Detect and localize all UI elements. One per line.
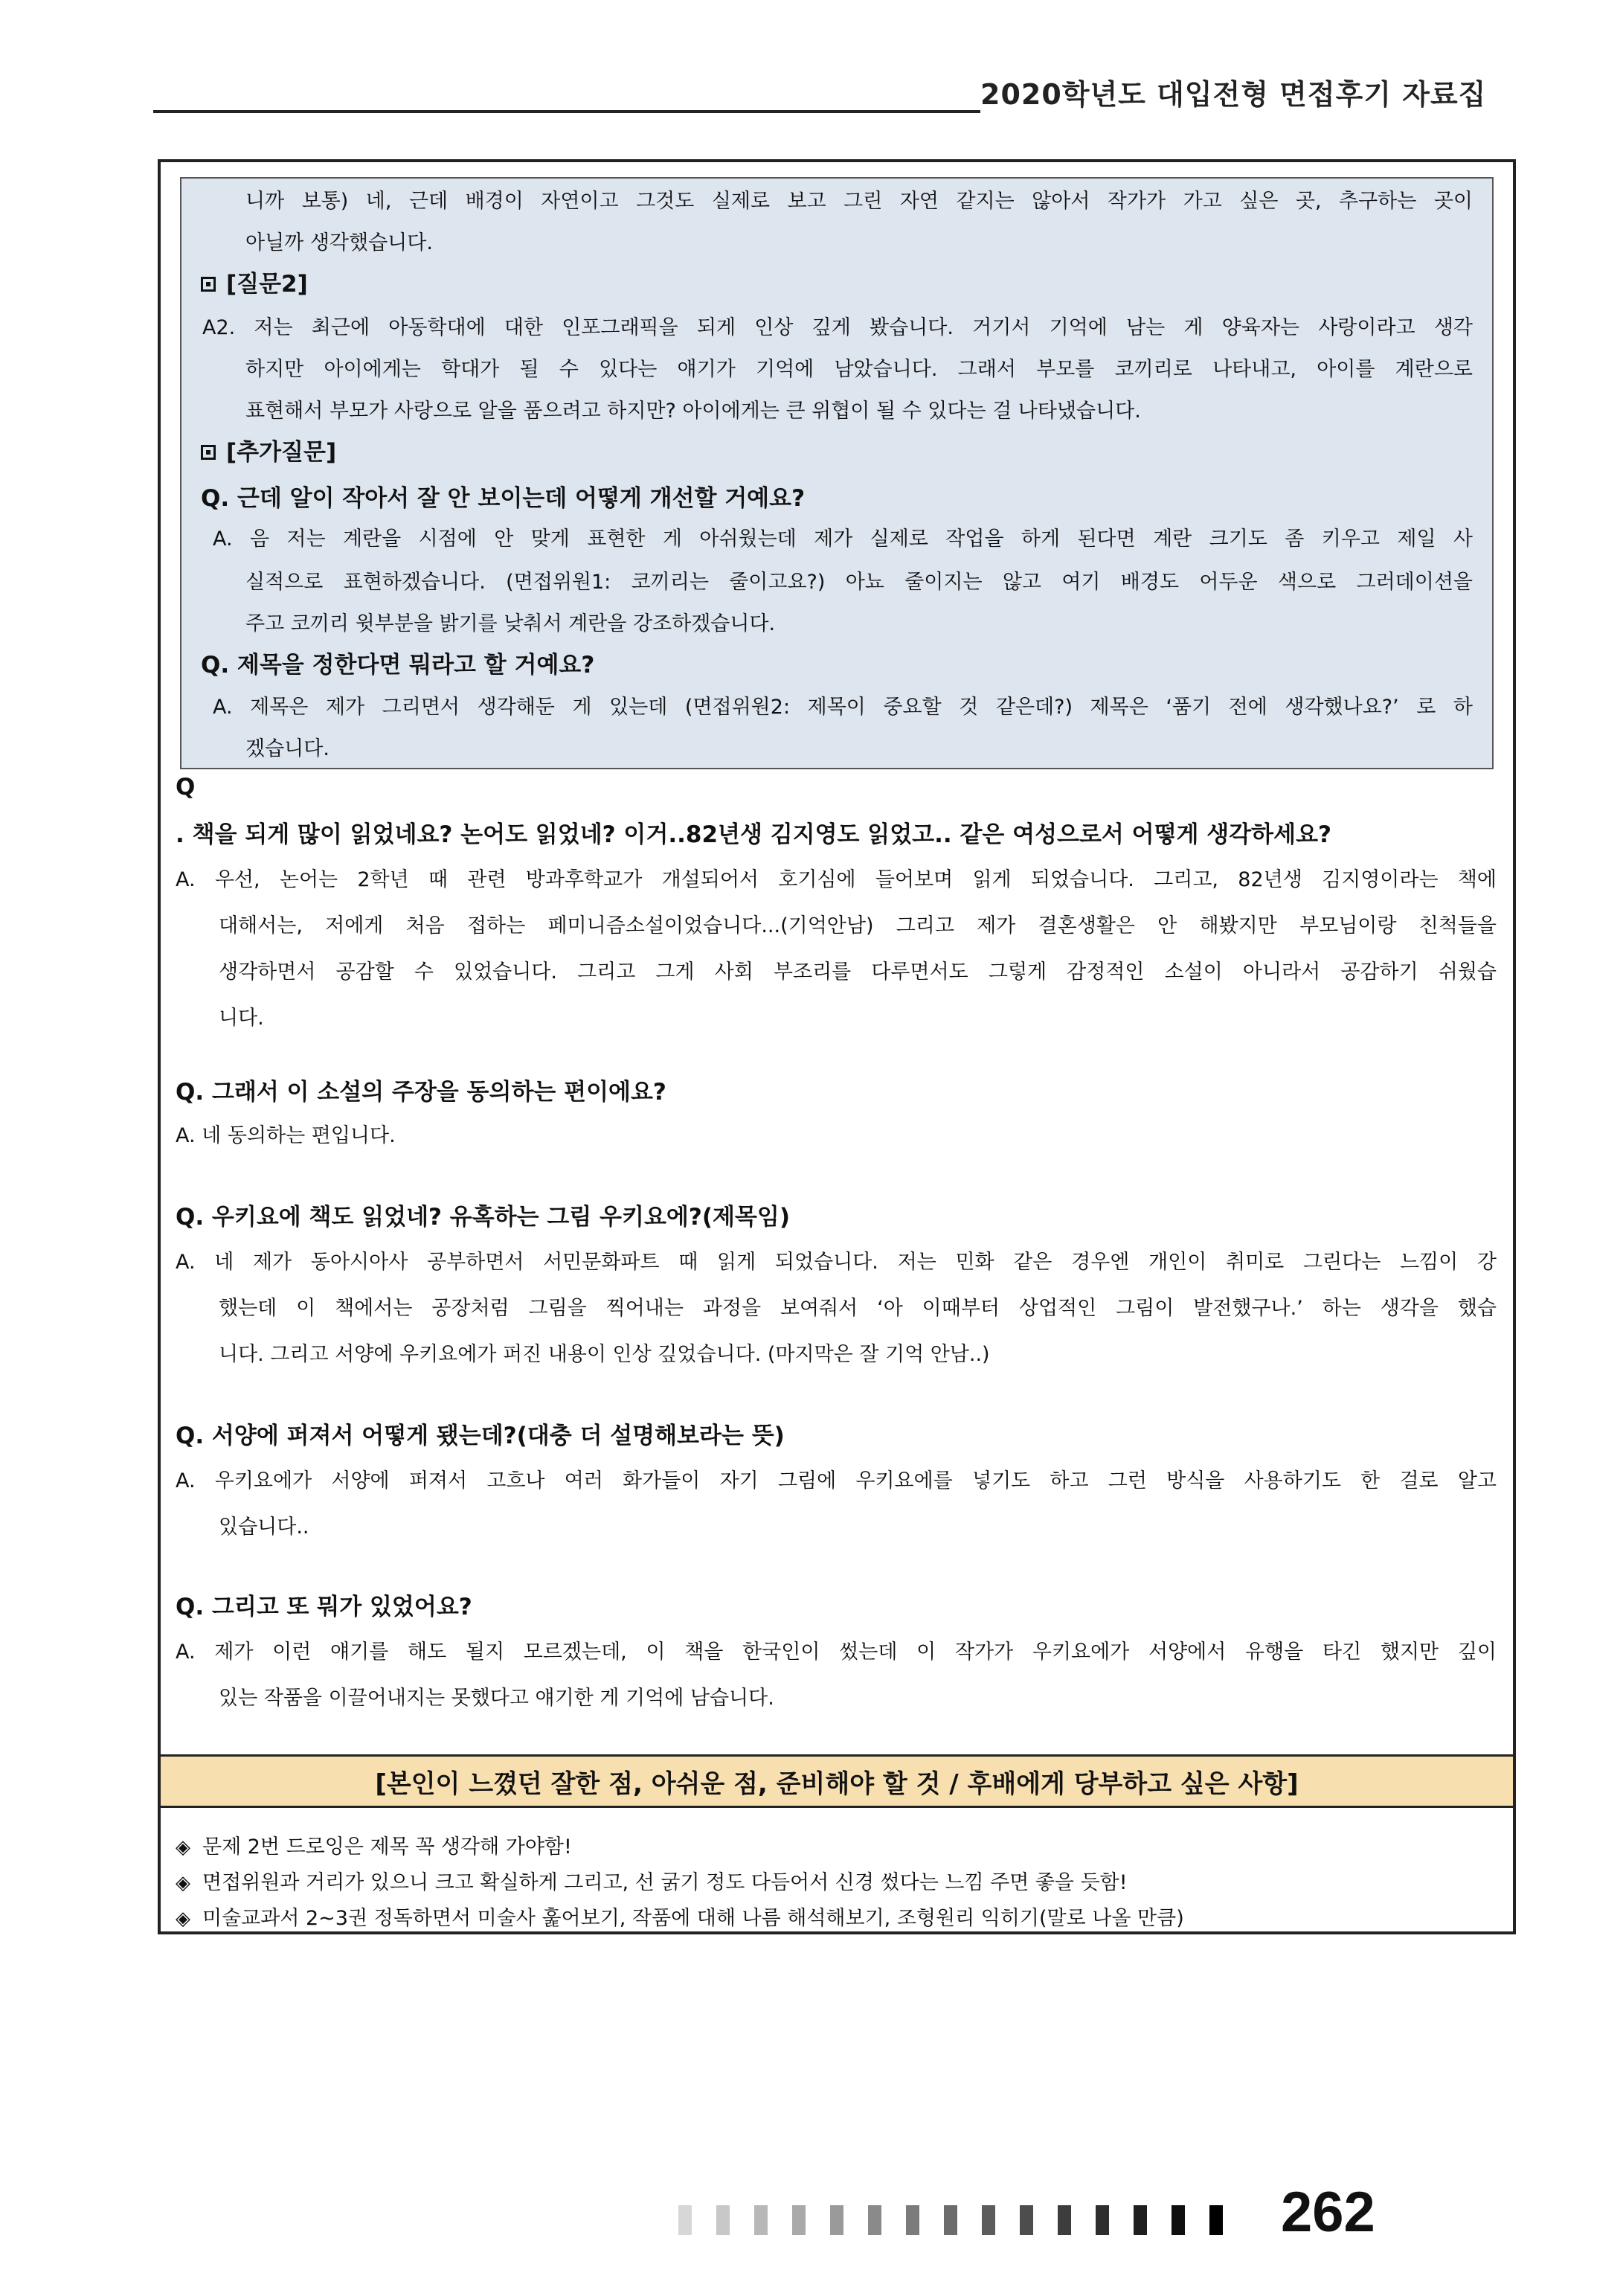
advice-item: ◈ 미술교과서 2~3권 정독하면서 미술사 훑어보기, 작품에 대해 나름 해석해보기, 조형원리 익히기(말로 나올 만큼) [176,1907,1184,1930]
footer-bar [678,2205,692,2235]
text-line: 니다. [219,1007,264,1030]
diamond-bullet-icon: ◈ [176,1908,190,1930]
footer-bar [1134,2205,1147,2235]
text-line: 주고 코끼리 윗부분을 밝기를 낮춰서 계란을 강조하겠습니다. [245,612,776,635]
square-bullet-icon [201,277,216,292]
advice-item: ◈ 문제 2번 드로잉은 제목 꼭 생각해 가야함! [176,1835,572,1859]
footer-bar [1058,2205,1071,2235]
footer-bar [982,2205,995,2235]
footer-bar [830,2205,843,2235]
text-line: A. 음 저는 계란을 시점에 안 맞게 표현한 게 아쉬웠는데 제가 실제로 작업을 하게 된다면 계란 크기도 좀 키우고 제일 사 [213,527,1473,551]
diamond-bullet-icon: ◈ [176,1872,190,1894]
footer-bar [716,2205,730,2235]
text-line: 대해서는, 저에게 처음 접하는 페미니즘소설이었습니다...(기억안남) 그리고 제가 결혼생활은 안 해봤지만 부모님이랑 친척들을 [219,914,1497,937]
footer-bar [944,2205,957,2235]
text-line: 니까 보통) 네, 근데 배경이 자연이고 그것도 실제로 보고 그린 자연 같지는 않아서 작가가 가고 싶은 곳, 추구하는 곳이 [245,190,1473,213]
text-line: 니다. 그리고 서양에 우키요에가 퍼진 내용이 인상 깊었습니다. (마지막은 잘 기억 안남..) [219,1343,990,1366]
text-line: A2. 저는 최근에 아동학대에 대한 인포그래픽을 되게 인상 깊게 봤습니다. 거기서 기억에 남는 게 양육자는 사랑이라고 생각 [202,316,1473,339]
question-heading: . 책을 되게 많이 읽었네요? 논어도 읽었네? 이거..82년생 김지영도 읽었고.. 같은 여성으로서 어떻게 생각하세요? [176,821,1331,848]
shaded-answer-box [180,177,1494,769]
diamond-bullet-icon: ◈ [176,1836,190,1859]
footer-bar [906,2205,919,2235]
page-header-title: 2020학년도 대입전형 면접후기 자료집 [980,78,1487,111]
question-heading: Q. 서양에 퍼져서 어떻게 됐는데?(대충 더 설명해보라는 뜻) [176,1423,785,1449]
question-heading: Q. 우키요에 책도 읽었네? 유혹하는 그림 우키요에?(제목임) [176,1204,790,1231]
footer-bar [792,2205,806,2235]
section-heading-extra: [추가질문] [201,433,336,466]
text-line: 있습니다.. [219,1516,309,1539]
text-line: 실적으로 표현하겠습니다. (면접위원1: 코끼리는 줄이고요?) 아뇨 줄이지는 않고 여기 배경도 어두운 색으로 그러데이션을 [245,571,1473,594]
question-heading: Q. 그래서 이 소설의 주장을 동의하는 편이에요? [176,1079,666,1106]
footer-bar [1209,2205,1223,2235]
text-line: 있는 작품을 이끌어내지는 못했다고 얘기한 게 기억에 남습니다. [219,1687,774,1710]
advice-section-title: [본인이 느꼈던 잘한 점, 아쉬운 점, 준비해야 할 것 / 후배에게 당부하고 싶은 사항] [161,1754,1513,1808]
question-heading: Q. 제목을 정한다면 뭐라고 할 거예요? [201,652,595,679]
text-line: 하지만 아이에게는 학대가 될 수 있다는 얘기가 기억에 남았습니다. 그래서 부모를 코끼리로 나타내고, 아이를 계란으로 [245,358,1473,381]
question-heading: Q. 근데 알이 작아서 잘 안 보이는데 어떻게 개선할 거예요? [201,485,806,512]
text-line: A. 제가 이런 얘기를 해도 될지 모르겠는데, 이 책을 한국인이 썼는데 이 작가가 우키요에가 서양에서 유행을 타긴 했지만 깊이 [176,1641,1497,1664]
header-rule [153,110,980,113]
text-line: A. 우키요에가 서양에 퍼져서 고흐나 여러 화가들이 자기 그림에 우키요에를 넣기도 하고 그런 방식을 사용하기도 한 걸로 알고 [176,1469,1497,1492]
section-heading-question2: [질문2] [201,265,308,298]
footer-bar [868,2205,881,2235]
footer-bar [754,2205,768,2235]
question-heading: Q [176,774,196,801]
text-line: 표현해서 부모가 사랑으로 알을 품으려고 하지만? 아이에게는 큰 위협이 될 수 있다는 걸 나타냈습니다. [245,400,1141,423]
footer-bar [1020,2205,1033,2235]
advice-item: ◈ 면접위원과 거리가 있으니 크고 확실하게 그리고, 선 굵기 정도 다듬어서 신경 썼다는 느낌 주면 좋을 듯함! [176,1871,1128,1894]
footer-bar [1172,2205,1185,2235]
text-line: 생각하면서 공감할 수 있었습니다. 그리고 그게 사회 부조리를 다루면서도 그렇게 감정적인 소설이 아니라서 공감하기 쉬웠습 [219,961,1497,984]
text-line: 했는데 이 책에서는 공장처럼 그림을 찍어내는 과정을 보여줘서 ‘아 이때부터 상업적인 그림이 발전했구나.’ 하는 생각을 했습 [219,1297,1497,1320]
text-line: 아닐까 생각했습니다. [245,231,433,254]
square-bullet-icon [201,445,216,460]
text-line: A. 네 동의하는 편입니다. [176,1124,396,1147]
text-line: 겠습니다. [245,737,330,760]
question-heading: Q. 그리고 또 뭐가 있었어요? [176,1594,472,1620]
text-line: A. 우선, 논어는 2학년 때 관련 방과후학교가 개설되어서 호기심에 들어보며 읽게 되었습니다. 그리고, 82년생 김지영이라는 책에 [176,868,1497,891]
footer-bar [1096,2205,1109,2235]
page-number: 262 [1281,2181,1375,2244]
text-line: A. 네 제가 동아시아사 공부하면서 서민문화파트 때 읽게 되었습니다. 저는 민화 같은 경우엔 개인이 취미로 그린다는 느낌이 강 [176,1251,1497,1274]
text-line: A. 제목은 제가 그리면서 생각해둔 게 있는데 (면접위원2: 제목이 중요할 것 같은데?) 제목은 ‘품기 전에 생각했나요?’ 로 하 [213,696,1473,719]
